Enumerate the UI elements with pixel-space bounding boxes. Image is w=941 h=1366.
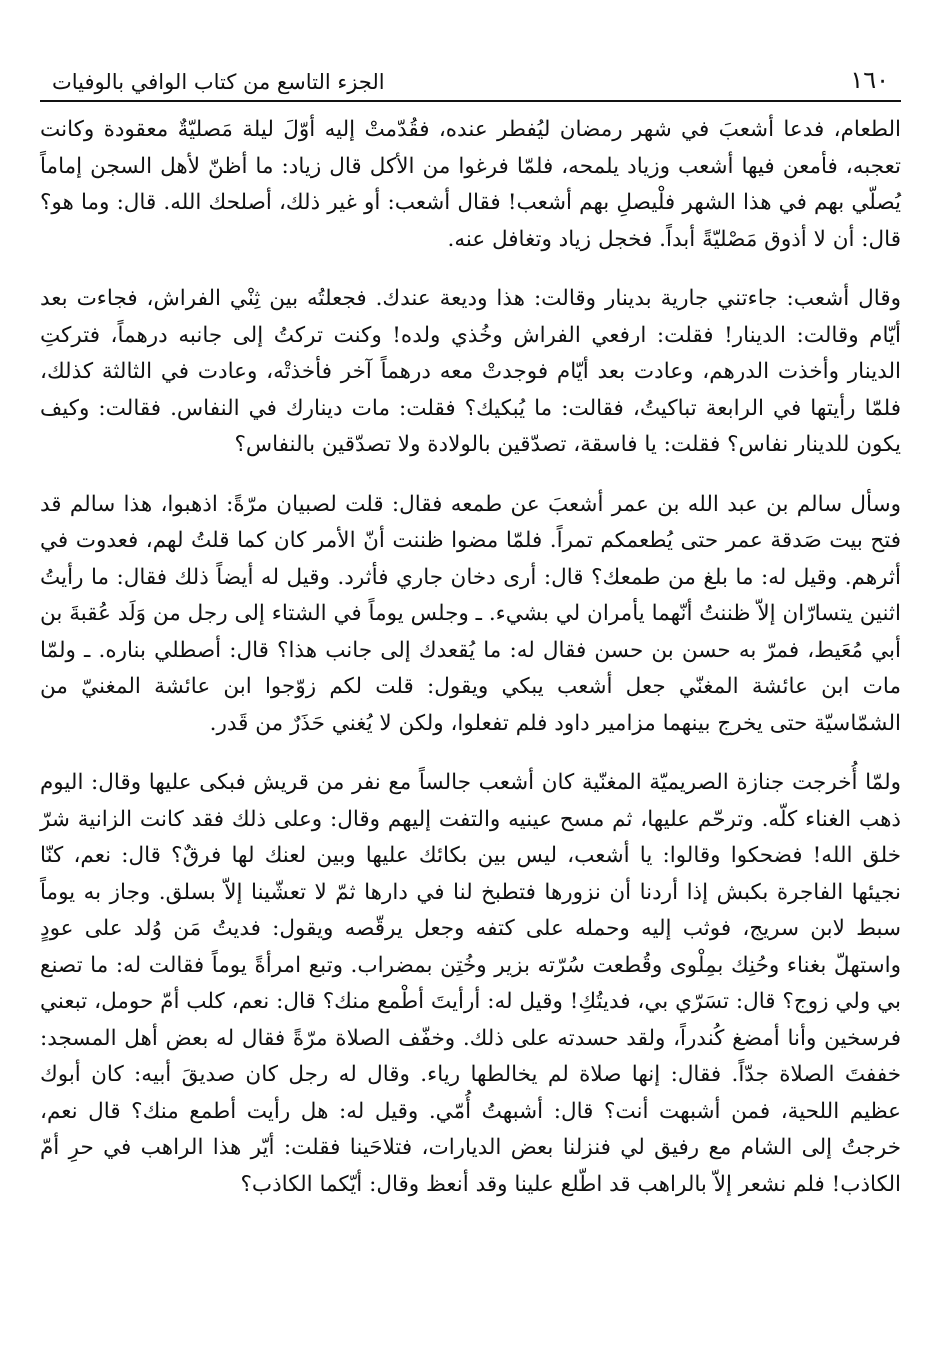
paragraph-gap <box>40 742 901 765</box>
page-body <box>40 112 901 1203</box>
paragraph-4: ولمّا أُخرجت جنازة الصريميّة المغنّية كان أشعب جالساً مع نفر من قريش فبكى عليها وقال: اليوم ذهب الغناء كلّه. وترحّم عليها، ثم مسح عينيه والتفت إليهم وقال: وعلى ذلك فقد كانت الزانية شرّ خلق الله! فضحكوا وقالوا: يا أشعب، ليس بين بكائك عليها وبين لعنك لها فرقٌ؟ قال: نعم، كنّا نجيئها الفاجرة بكبش إذا أردنا أن نزورها فتطبخ لنا في دارها ثمّ لا تعشّينا إلاّ بسلق. وجاز به يوماً سبط لابن سريج، فوثب إليه وحمله على كتفه وجعل يرقّصه ويقول: فديتُ مَن وُلد على عودٍ واستهلّ بغناء وحُنِك بمِلْوى وقُطعت سُرّته بزير وخُتِن بمضراب. وتبع امرأةً يوماً فقالت له: ما تصنع بي ولي زوج؟ قال: تسَرّي بي، فديتُكِ! وقيل له: أرأيتَ أطْمع منك؟ قال: نعم، كلب أمّ حومل، تبعني فرسخين وأنا أمضغ كُندراً، ولقد حسدته على ذلك. وخفّف الصلاة مرّةً فقال له بعض أهل المسجد: خففتَ الصلاة جدّاً. فقال: إنها صلاة لم يخالطها رياء. وقال له رجل كان صديقَ أبيه: كان أبوك عظيم اللحية، فمن أشبهت أنت؟ قال: أشبهتُ أُمّي. وقيل له: هل رأيت أطمع منك؟ قال نعم، خرجتُ إلى الشام مع رفيق لي فنزلنا بعض الديارات، فتلاحَينا فقلت: أيّر هذا الراهب في حرِ أمّ الكاذب! فلم نشعر إلاّ بالراهب قد اطّلع علينا وقد أنعظ وقال: أيّكما الكاذب؟ <box>40 770 901 1197</box>
paragraph-gap <box>40 464 901 487</box>
running-title: الجزء التاسع من كتاب الوافي بالوفيات <box>52 70 385 94</box>
book-page <box>40 0 901 1366</box>
paragraph-2: وقال أشعب: جاءتني جارية بدينار وقالت: هذا وديعة عندك. فجعلتُه بين ثِنْي الفراش، فجاءت بعد أيّام وقالت: الدينار! فقلت: ارفعي الفراش وخُذي ولده! وكنت تركتُ إلى جانبه درهماً، فتركتِ الدينار وأخذت الدرهم، وعادت بعد أيّام فوجدتْ معه درهماً آخر فأخذتْه، وعادت في الثالثة كذلك، فلمّا رأيتها في الرابعة تباكيتُ، فقالت: ما يُبكيك؟ فقلت: مات دينارك في النفاس. فقالت: وكيف يكون للدينار نفاس؟ فقلت: يا فاسقة، تصدّقين بالولادة ولا تصدّقين بالنفاس؟ <box>40 286 901 457</box>
paragraph-1: الطعام، فدعا أشعبَ في شهر رمضان ليُفطر عنده، فقُدّمتْ إليه أوّلَ ليلة مَصليّةٌ معقودة وكانت تعجبه، فأمعن فيها أشعب وزياد يلمحه، فلمّا فرغوا من الأكل قال زياد: ما أظنّ لأهل السجن إماماً يُصلّي بهم في هذا الشهر فلْيصلِ بهم أشعب! فقال أشعب: أو غير ذلك، أصلحك الله. قال: وما هو؟ قال: أن لا أذوق مَصْليّةً أبداً. فخجل زياد وتغافل عنه. <box>40 117 902 252</box>
page-number: ١٦٠ <box>850 66 889 94</box>
paragraph-gap <box>40 258 901 281</box>
paragraph-3: وسأل سالم بن عبد الله بن عمر أشعبَ عن طمعه فقال: قلت لصبيان مرّةً: اذهبوا، هذا سالم قد فتح بيت صَدقة عمر حتى يُطعمكم تمراً. فلمّا مضوا ظننت أنّ الأمر كان كما قلتُ لهم، فعدوت في أثرهم. وقيل له: ما بلغ من طمعك؟ قال: أرى دخان جاري فأثرد. وقيل له أيضاً ذلك فقال: ما رأيتُ اثنين يتسارّان إلاّ ظننتُ أنّهما يأمران لي بشيء. ـ وجلس يوماً في الشتاء إلى رجل من وَلَد عُقبةَ بن أبي مُعَيط، فمرّ به حسن بن حسن فقال له: ما يُقعدك إلى جانب هذا؟ قال: أصطلي بناره. ـ ولمّا مات ابن عائشة المغنّي جعل أشعب يبكي ويقول: قلت لكم زوّجوا ابن عائشة المغنيّ من الشمّاسيّة حتى يخرج بينهما مزامير داود فلم تفعلوا، ولكن لا يُغني حَذَرٌ من قَدر. <box>40 491 901 736</box>
page-header <box>40 58 901 102</box>
